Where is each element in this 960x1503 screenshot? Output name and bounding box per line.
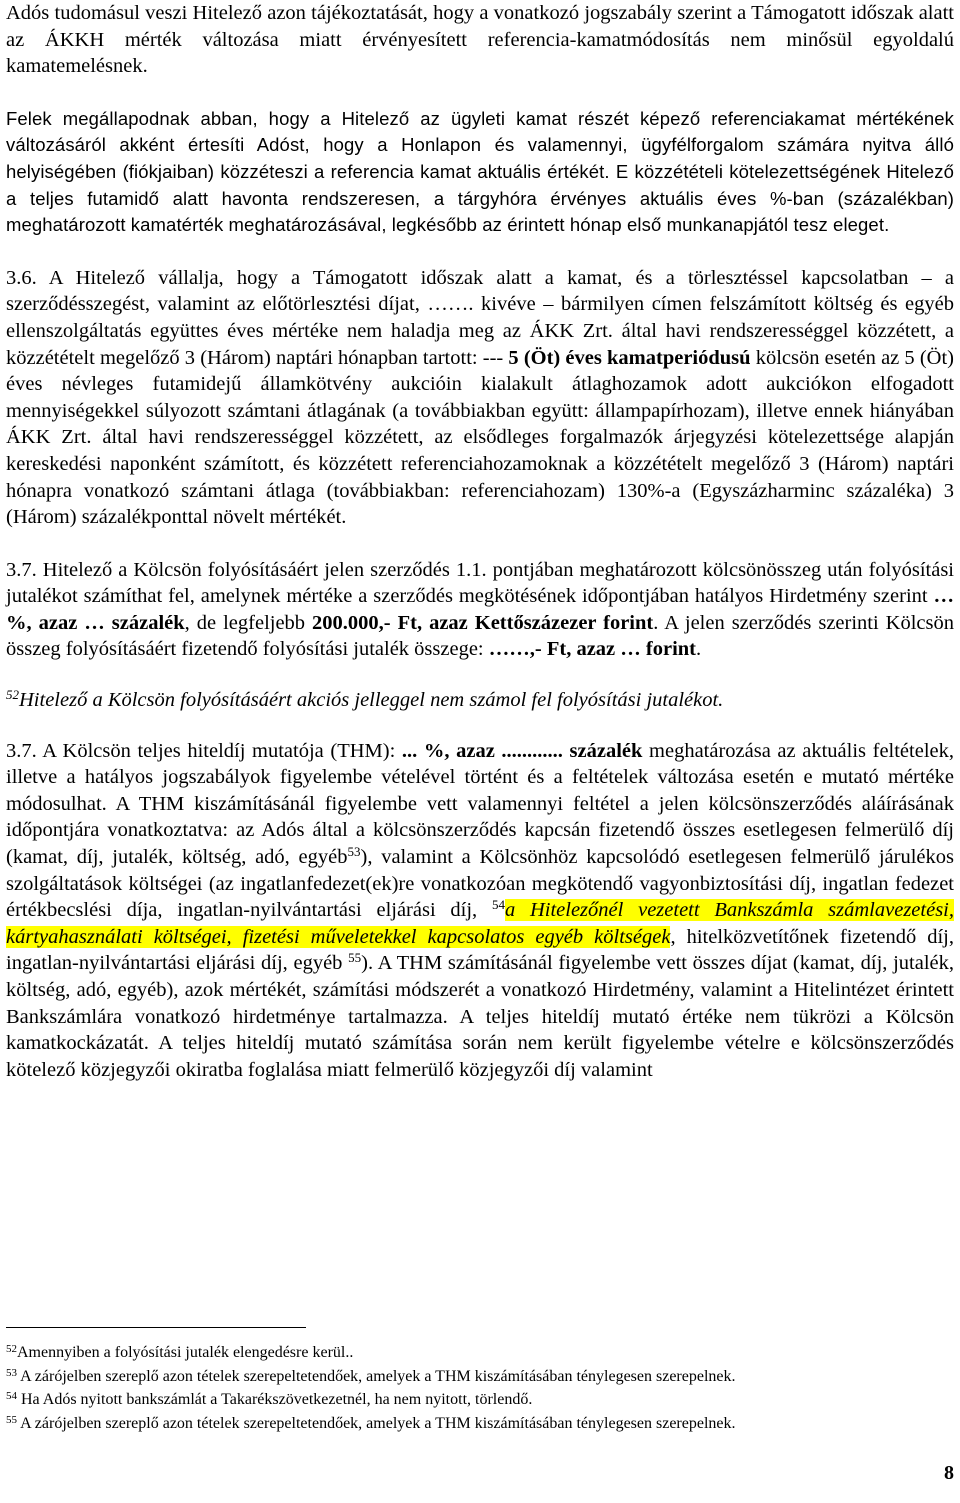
footnote-num: 53 xyxy=(6,1366,17,1379)
paragraph-intro: Adós tudomásul veszi Hitelező azon tájékoztatását, hogy a vonatkozó jogszabály szerint a Támogatott időszak alatt az ÁKKH mérték változása miatt érvényesített referencia-kamatmódosítás nem minősül egyoldalú kamatemelésnek. xyxy=(6,2,954,78)
footnote-text: A zárójelben szereplő azon tételek szerepeltetendőek, amelyek a THM kiszámításában ténylegesen szerepelnek. xyxy=(17,1414,736,1432)
section-3-7-fee-text-c: , de legfeljebb xyxy=(184,611,313,634)
footnote-num: 52 xyxy=(6,1343,17,1355)
footnote-ref-54[interactable]: 54 xyxy=(491,897,505,913)
footnote-text: A zárójelben szereplő azon tételek szerepeltetendőek, amelyek a THM kiszámításában ténylegesen szerepelnek. xyxy=(17,1367,736,1385)
highlighted-text: a Hitelezőnél vezetett Bankszámla számlavezetési, kártyahasználati költségei, fizetési műveletekkel kapcsolatos egyéb költségek xyxy=(6,899,954,948)
section-3-6 xyxy=(6,265,954,531)
footnote-ref-53[interactable]: 53 xyxy=(347,844,361,860)
thm-text-e: , hitelközvetítőnek fizetendő díj, ingatlan-nyilvántartási eljárási díj, egyéb xyxy=(6,925,954,975)
thm-text-a: 3.7. A Kölcsön teljes hiteldíj mutatója (THM): xyxy=(6,739,402,762)
note-52-text: Hitelező a Kölcsön folyósításáért akciós jelleggel nem számol fel folyósítási jutalékot. xyxy=(19,689,724,712)
section-3-6-text-c: kölcsön esetén az 5 (Öt) éves névleges futamidejű államkötvény aukcióin kialakult átlaghozamok adott aukciókon elfogadott mennyiségekkel súlyozott számtani átlagának (a továbbiakban együtt: állampapírhozam), illetve ennek hiányában ÁKK Zrt. által havi rendszerességgel közzétett, az elsődleges forgalmazók árjegyzési kötelezettsége alapján kereskedési naponként számított, és közzétett referenciahozamoknak a közzétételt megelőző 3 (Három) naptári hónapra vonatkozó számtani átlaga (továbbiakban: referenciahozam) 130%-a (Egyszázharminc százaléka) 3 (Három) százalékponttal növelt mértékét. xyxy=(6,346,955,529)
thm-value-bold: ... %, azaz ............ százalék xyxy=(401,739,643,762)
note-ref-52: 52 xyxy=(6,687,19,703)
page-number: 8 xyxy=(944,1462,954,1484)
footnote-num: 54 xyxy=(6,1390,17,1402)
footnote-53 xyxy=(6,1365,954,1389)
paragraph-felek: Felek megállapodnak abban, hogy a Hitelező az ügyleti kamat részét képező referenciakamat mértékének változásáról akként értesíti Adóst, hogy a Honlapon és valamennyi, ügyfélforgalom számára nyitva álló helyiségében (fiókjaiban) közzéteszi a referencia kamat aktuális értékét. E közzétételi kötelezettségének Hitelező a teljes futamidő alatt havonta rendszeresen, a tárgyhóra érvényes aktuális éves %-ban (százalékban) meghatározott kamatérték meghatározásával, legkésőbb az érintett hónap első munkanapjától tesz eleget. xyxy=(6,107,954,236)
section-3-7-thm xyxy=(6,738,954,1084)
footnote-55 xyxy=(6,1412,954,1436)
footnote-num: 55 xyxy=(6,1413,17,1426)
section-3-7-fee-text-a: 3.7. Hitelező a Kölcsön folyósításáért jelen szerződés 1.1. pontjában meghatározott kölcsönösszeg után folyósítási jutalékot számíthat fel, amelynek mértéke a szerződés megkötésének időpontjában hatályos Hirdetmény szerint xyxy=(6,558,954,608)
thm-text-d: ), valamint a Kölcsönhöz kapcsolódó esetlegesen felmerülő járulékos szolgáltatások költségei (az ingatlanfedezet(ek)re vonatkozóan megkötendő vagyonbiztosítási díj, ingatlan fedezet értékbecslési díja, ingatlan-nyilvántartási eljárási díj, xyxy=(6,846,955,922)
fee-amount-bold: ……,- Ft, azaz … forint xyxy=(488,638,696,661)
footnote-text: Amennyiben a folyósítási jutalék elengedésre kerül.. xyxy=(17,1344,354,1361)
fee-max-bold: 200.000,- Ft, azaz Kettőszázezer forint xyxy=(312,611,654,634)
inline-note-52 xyxy=(6,687,954,714)
footnotes xyxy=(6,1341,954,1435)
footnote-divider xyxy=(6,1327,306,1328)
fee-percent-bold: …%, azaz … százalék xyxy=(6,585,954,634)
thm-text-f: ). A THM számításánál figyelembe vett összes díjat (kamat, díj, jutalék, költség, adó, egyéb), azok mértékét, számítási módszerét a vonatkozó Hirdetmény, valamint a Hitelintézet érintett Bankszámlára vonatkozó hirdetménye tartalmazza. A teljes hiteldíj mutató értéke nem tükrözi a Kölcsön kamatkockázatát. A teljes hiteldíj mutató számítása során nem került figyelembe vételre e kölcsönszerződés kötelező közjegyzői okiratba foglalása miatt felmerülő közjegyzői díj valamint xyxy=(6,952,954,1081)
footnote-text: Ha Adós nyitott bankszámlát a Takarékszövetkezetnél, ha nem nyitott, törlendő. xyxy=(17,1391,533,1408)
footnote-54 xyxy=(6,1388,954,1412)
section-3-6-bold: 5 (Öt) éves kamatperiódusú xyxy=(508,346,751,369)
section-3-6-text-a: 3.6. A Hitelező vállalja, hogy a Támogatott időszak alatt a kamat, és a törlesztéssel kapcsolatban – a szerződésszegést, valamint az előtörlesztési díjat, ……. kivéve – bármilyen címen felszámított költség és egyéb ellenszolgáltatás együttes éves mértéke nem haladja meg az ÁKK Zrt. által havi rendszerességgel közzétett, a közzétételt megelőző 3 (Három) naptári hónapban tartott: --- xyxy=(6,266,954,369)
section-3-7-fee-text-e: . A jelen szerződés szerinti Kölcsön összeg folyósításáért fizetendő folyósítási jutalék összege: xyxy=(6,611,955,661)
thm-text-c: meghatározása az aktuális feltételek, illetve a hatályos jogszabályok figyelembe vételével történt és a feltételek változása esetén e mutató mértéke módosulhat. A THM kiszámításánál figyelembe vett valamennyi feltétel a jelen kölcsönszerződés aláírásának időpontjára vonatkoztatva: az Adós által a kölcsönszerződés kapcsán fizetendő összes esetlegesen felmerülő díj (kamat, díj, jutalék, költség, adó, egyéb xyxy=(6,739,955,869)
section-3-7-fee-text-g: . xyxy=(696,638,702,661)
footnote-52 xyxy=(6,1341,954,1365)
footnote-ref-55[interactable]: 55 xyxy=(348,950,362,966)
section-3-7-fee xyxy=(6,557,954,663)
